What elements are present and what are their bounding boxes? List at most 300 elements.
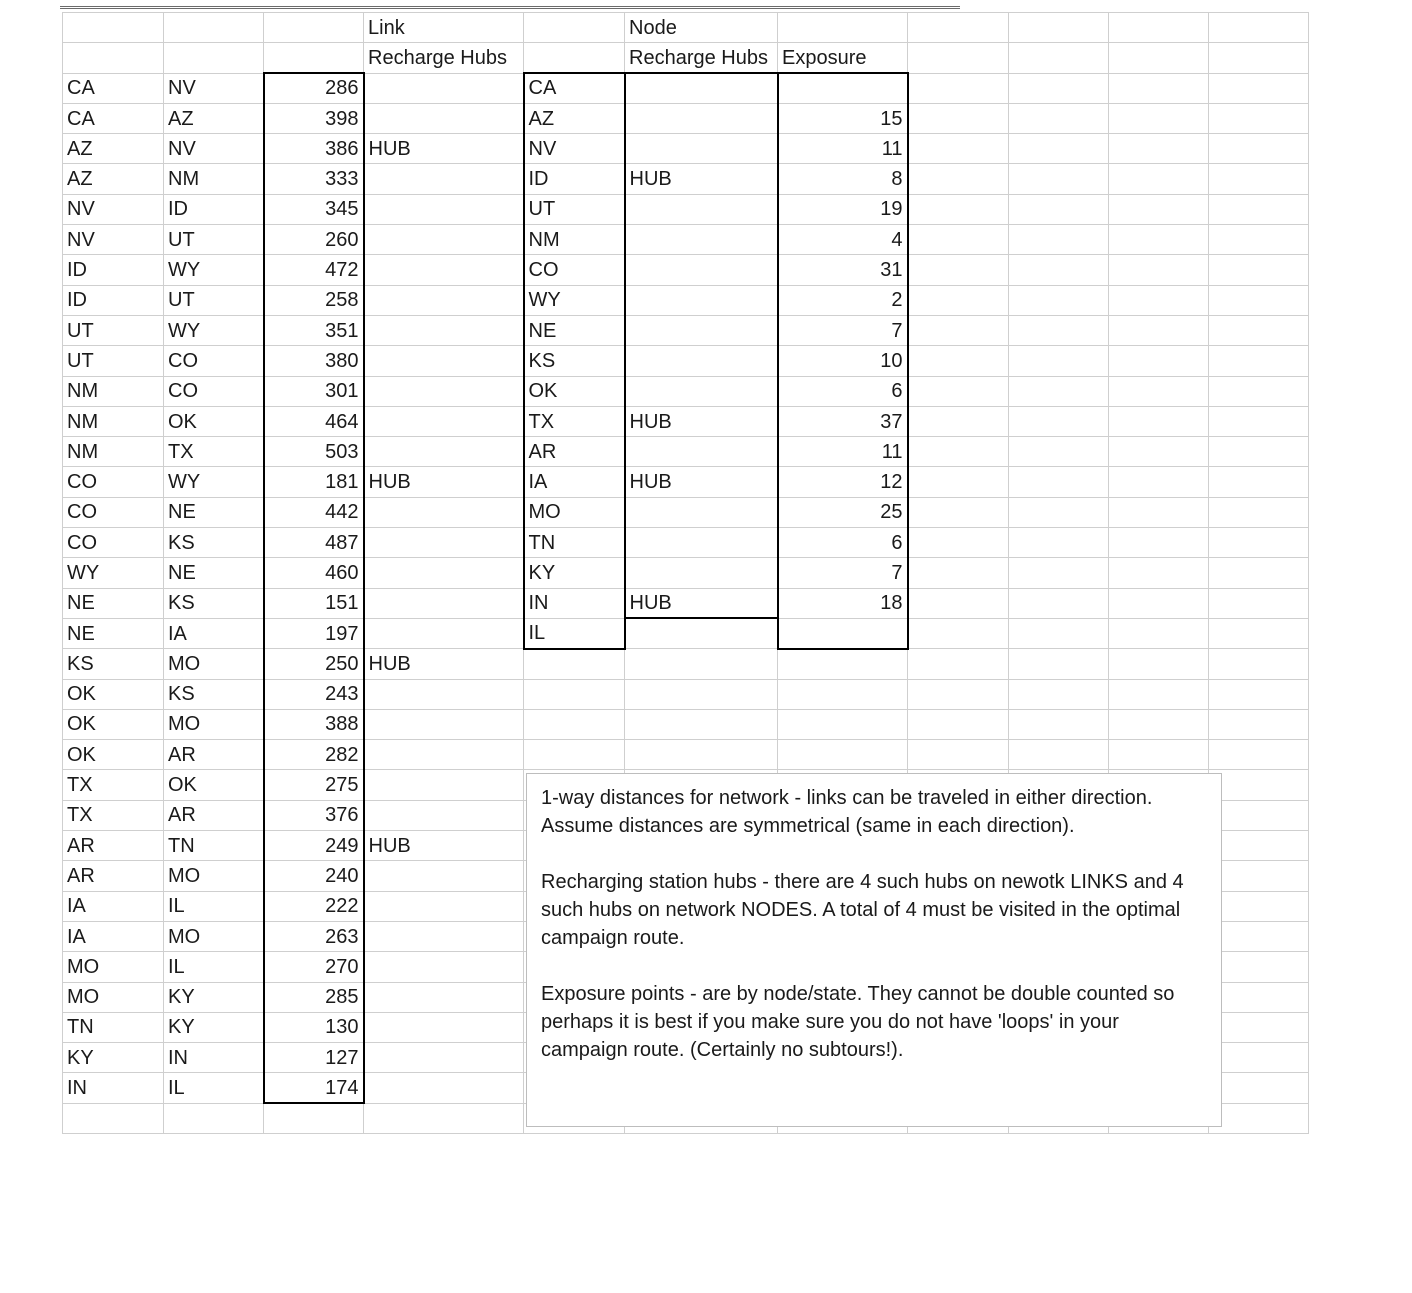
cell[interactable] xyxy=(1209,43,1309,73)
cell[interactable] xyxy=(908,588,1009,618)
cell[interactable] xyxy=(778,679,908,709)
cell[interactable] xyxy=(524,709,625,739)
link-distance-cell[interactable]: 442 xyxy=(264,497,364,527)
cell[interactable] xyxy=(1209,73,1309,103)
link-to-cell[interactable]: KY xyxy=(164,1012,264,1042)
exposure-header[interactable]: Exposure xyxy=(778,43,908,73)
node-hub-cell[interactable] xyxy=(625,194,778,224)
cell[interactable] xyxy=(1009,285,1109,315)
link-hub-cell[interactable] xyxy=(364,1043,524,1073)
cell[interactable] xyxy=(1109,13,1209,43)
node-exposure-cell[interactable] xyxy=(778,73,908,103)
cell[interactable] xyxy=(1209,315,1309,345)
cell[interactable] xyxy=(1209,679,1309,709)
link-hub-cell[interactable] xyxy=(364,73,524,103)
link-distance-cell[interactable]: 286 xyxy=(264,73,364,103)
link-from-cell[interactable]: ID xyxy=(63,285,164,315)
cell[interactable] xyxy=(908,346,1009,376)
node-state-cell[interactable]: AZ xyxy=(524,103,625,133)
link-to-cell[interactable]: OK xyxy=(164,406,264,436)
node-hub-cell[interactable] xyxy=(625,346,778,376)
cell[interactable] xyxy=(1009,255,1109,285)
node-hub-cell[interactable]: HUB xyxy=(625,467,778,497)
link-hub-cell[interactable] xyxy=(364,528,524,558)
cell[interactable] xyxy=(908,194,1009,224)
node-exposure-cell[interactable] xyxy=(778,618,908,648)
node-state-cell[interactable]: CO xyxy=(524,255,625,285)
cell[interactable] xyxy=(908,679,1009,709)
cell[interactable] xyxy=(908,528,1009,558)
node-hub-cell[interactable] xyxy=(625,103,778,133)
link-distance-cell[interactable]: 472 xyxy=(264,255,364,285)
cell[interactable] xyxy=(908,13,1009,43)
cell[interactable] xyxy=(1209,649,1309,679)
link-distance-cell[interactable]: 345 xyxy=(264,194,364,224)
node-exposure-cell[interactable]: 4 xyxy=(778,225,908,255)
cell[interactable] xyxy=(1109,194,1209,224)
link-to-cell[interactable]: UT xyxy=(164,285,264,315)
cell[interactable] xyxy=(625,709,778,739)
link-to-cell[interactable]: MO xyxy=(164,861,264,891)
cell[interactable] xyxy=(625,679,778,709)
node-exposure-cell[interactable]: 12 xyxy=(778,467,908,497)
link-distance-cell[interactable]: 376 xyxy=(264,800,364,830)
link-from-cell[interactable]: CO xyxy=(63,467,164,497)
node-state-cell[interactable]: KY xyxy=(524,558,625,588)
link-to-cell[interactable]: NM xyxy=(164,164,264,194)
node-state-cell[interactable]: WY xyxy=(524,285,625,315)
link-distance-cell[interactable]: 333 xyxy=(264,164,364,194)
link-distance-cell[interactable]: 181 xyxy=(264,467,364,497)
cell[interactable] xyxy=(1109,558,1209,588)
cell[interactable] xyxy=(1009,194,1109,224)
cell[interactable] xyxy=(1009,528,1109,558)
node-state-cell[interactable]: TN xyxy=(524,528,625,558)
link-from-cell[interactable]: CA xyxy=(63,73,164,103)
link-distance-cell[interactable]: 243 xyxy=(264,679,364,709)
node-hub-cell[interactable] xyxy=(625,437,778,467)
link-distance-cell[interactable]: 250 xyxy=(264,649,364,679)
node-recharge-hubs-header[interactable]: Recharge Hubs xyxy=(625,43,778,73)
node-state-cell[interactable]: AR xyxy=(524,437,625,467)
link-distance-cell[interactable]: 127 xyxy=(264,1043,364,1073)
cell[interactable] xyxy=(1009,164,1109,194)
instructions-text-box[interactable] xyxy=(526,773,1222,1127)
cell[interactable] xyxy=(1009,315,1109,345)
link-to-cell[interactable]: AZ xyxy=(164,103,264,133)
link-to-cell[interactable]: NV xyxy=(164,134,264,164)
link-to-cell[interactable]: UT xyxy=(164,225,264,255)
cell[interactable] xyxy=(1209,346,1309,376)
link-from-cell[interactable]: TX xyxy=(63,800,164,830)
link-distance-cell[interactable]: 398 xyxy=(264,103,364,133)
cell[interactable] xyxy=(908,225,1009,255)
link-hub-cell[interactable] xyxy=(364,437,524,467)
link-from-cell[interactable]: CO xyxy=(63,497,164,527)
node-state-cell[interactable]: ID xyxy=(524,164,625,194)
cell[interactable] xyxy=(1209,800,1309,830)
link-to-cell[interactable]: TN xyxy=(164,831,264,861)
link-hub-cell[interactable] xyxy=(364,315,524,345)
link-from-cell[interactable]: KY xyxy=(63,1043,164,1073)
cell[interactable] xyxy=(1209,952,1309,982)
link-to-cell[interactable]: AR xyxy=(164,800,264,830)
cell[interactable] xyxy=(1209,497,1309,527)
cell[interactable] xyxy=(1109,225,1209,255)
node-exposure-cell[interactable]: 11 xyxy=(778,134,908,164)
node-state-cell[interactable]: IA xyxy=(524,467,625,497)
link-distance-cell[interactable]: 282 xyxy=(264,740,364,770)
link-from-cell[interactable]: TX xyxy=(63,770,164,800)
cell[interactable] xyxy=(1109,618,1209,648)
cell[interactable] xyxy=(164,13,264,43)
cell[interactable] xyxy=(1109,437,1209,467)
cell[interactable] xyxy=(1209,831,1309,861)
cell[interactable] xyxy=(1009,467,1109,497)
link-hub-cell[interactable] xyxy=(364,558,524,588)
node-exposure-cell[interactable]: 8 xyxy=(778,164,908,194)
node-exposure-cell[interactable]: 6 xyxy=(778,528,908,558)
cell[interactable] xyxy=(1109,73,1209,103)
node-exposure-cell[interactable]: 19 xyxy=(778,194,908,224)
link-to-cell[interactable]: MO xyxy=(164,709,264,739)
link-from-cell[interactable]: MO xyxy=(63,982,164,1012)
link-hub-cell[interactable] xyxy=(364,709,524,739)
link-distance-cell[interactable]: 388 xyxy=(264,709,364,739)
link-hub-cell[interactable] xyxy=(364,376,524,406)
link-to-cell[interactable]: MO xyxy=(164,921,264,951)
cell[interactable] xyxy=(908,315,1009,345)
cell[interactable] xyxy=(908,649,1009,679)
node-exposure-cell[interactable]: 15 xyxy=(778,103,908,133)
cell[interactable] xyxy=(1209,376,1309,406)
node-state-cell[interactable]: NV xyxy=(524,134,625,164)
link-distance-cell[interactable]: 380 xyxy=(264,346,364,376)
cell[interactable] xyxy=(908,618,1009,648)
link-from-cell[interactable]: UT xyxy=(63,315,164,345)
cell[interactable] xyxy=(1009,679,1109,709)
node-exposure-cell[interactable]: 10 xyxy=(778,346,908,376)
cell[interactable] xyxy=(1109,43,1209,73)
link-hub-cell[interactable] xyxy=(364,891,524,921)
cell[interactable] xyxy=(778,709,908,739)
cell[interactable] xyxy=(778,649,908,679)
link-distance-cell[interactable]: 197 xyxy=(264,618,364,648)
cell[interactable] xyxy=(164,43,264,73)
cell[interactable] xyxy=(524,679,625,709)
link-from-cell[interactable]: IA xyxy=(63,921,164,951)
node-exposure-cell[interactable]: 18 xyxy=(778,588,908,618)
node-state-cell[interactable]: IL xyxy=(524,618,625,648)
cell[interactable] xyxy=(63,43,164,73)
link-to-cell[interactable]: TX xyxy=(164,437,264,467)
node-hub-cell[interactable] xyxy=(625,73,778,103)
cell[interactable] xyxy=(1209,618,1309,648)
link-distance-cell[interactable]: 503 xyxy=(264,437,364,467)
cell[interactable] xyxy=(1209,1103,1309,1133)
cell[interactable] xyxy=(63,13,164,43)
cell[interactable] xyxy=(1209,467,1309,497)
cell[interactable] xyxy=(1209,406,1309,436)
node-hub-cell[interactable] xyxy=(625,225,778,255)
link-to-cell[interactable]: WY xyxy=(164,255,264,285)
cell[interactable] xyxy=(1009,618,1109,648)
cell[interactable] xyxy=(908,103,1009,133)
cell[interactable] xyxy=(1209,709,1309,739)
link-to-cell[interactable]: CO xyxy=(164,376,264,406)
link-distance-cell[interactable]: 260 xyxy=(264,225,364,255)
node-exposure-cell[interactable]: 31 xyxy=(778,255,908,285)
cell[interactable] xyxy=(1109,740,1209,770)
node-state-cell[interactable]: UT xyxy=(524,194,625,224)
cell[interactable] xyxy=(1209,285,1309,315)
cell[interactable] xyxy=(1209,528,1309,558)
link-to-cell[interactable]: WY xyxy=(164,315,264,345)
link-to-cell[interactable]: NE xyxy=(164,558,264,588)
link-to-cell[interactable]: KY xyxy=(164,982,264,1012)
cell[interactable] xyxy=(908,467,1009,497)
cell[interactable] xyxy=(1109,346,1209,376)
link-to-cell[interactable]: IA xyxy=(164,618,264,648)
link-to-cell[interactable]: CO xyxy=(164,346,264,376)
link-to-cell[interactable]: KS xyxy=(164,588,264,618)
node-hub-cell[interactable] xyxy=(625,497,778,527)
link-from-cell[interactable]: KS xyxy=(63,649,164,679)
link-from-cell[interactable]: NE xyxy=(63,588,164,618)
node-hub-cell[interactable] xyxy=(625,618,778,648)
cell[interactable] xyxy=(1209,861,1309,891)
node-state-cell[interactable]: OK xyxy=(524,376,625,406)
cell[interactable] xyxy=(908,255,1009,285)
link-header-label[interactable]: Link xyxy=(364,13,524,43)
link-distance-cell[interactable]: 464 xyxy=(264,406,364,436)
cell[interactable] xyxy=(625,649,778,679)
cell[interactable] xyxy=(264,43,364,73)
node-state-cell[interactable]: KS xyxy=(524,346,625,376)
cell[interactable] xyxy=(1109,406,1209,436)
cell[interactable] xyxy=(1009,709,1109,739)
link-from-cell[interactable]: UT xyxy=(63,346,164,376)
link-hub-cell[interactable] xyxy=(364,1012,524,1042)
node-exposure-cell[interactable]: 2 xyxy=(778,285,908,315)
cell[interactable] xyxy=(1009,558,1109,588)
cell[interactable] xyxy=(1109,164,1209,194)
cell[interactable] xyxy=(1009,73,1109,103)
link-from-cell[interactable]: AZ xyxy=(63,134,164,164)
node-hub-cell[interactable] xyxy=(625,558,778,588)
cell[interactable] xyxy=(1009,437,1109,467)
link-hub-cell[interactable] xyxy=(364,1073,524,1103)
link-to-cell[interactable]: NV xyxy=(164,73,264,103)
link-to-cell[interactable]: IL xyxy=(164,952,264,982)
cell[interactable] xyxy=(908,43,1009,73)
link-hub-cell[interactable] xyxy=(364,225,524,255)
node-state-cell[interactable]: IN xyxy=(524,588,625,618)
link-from-cell[interactable]: TN xyxy=(63,1012,164,1042)
node-hub-cell[interactable] xyxy=(625,255,778,285)
cell[interactable] xyxy=(1109,649,1209,679)
link-hub-cell[interactable] xyxy=(364,618,524,648)
link-to-cell[interactable]: MO xyxy=(164,649,264,679)
cell[interactable] xyxy=(1109,528,1209,558)
link-recharge-hubs-header[interactable]: Recharge Hubs xyxy=(364,43,524,73)
cell[interactable] xyxy=(1209,1043,1309,1073)
node-header-label[interactable]: Node xyxy=(625,13,778,43)
cell[interactable] xyxy=(364,1103,524,1133)
cell[interactable] xyxy=(908,740,1009,770)
cell[interactable] xyxy=(63,1103,164,1133)
link-hub-cell[interactable] xyxy=(364,679,524,709)
node-hub-cell[interactable] xyxy=(625,376,778,406)
link-distance-cell[interactable]: 130 xyxy=(264,1012,364,1042)
link-hub-cell[interactable]: HUB xyxy=(364,467,524,497)
cell[interactable] xyxy=(1009,103,1109,133)
cell[interactable] xyxy=(1209,588,1309,618)
link-from-cell[interactable]: IA xyxy=(63,891,164,921)
cell[interactable] xyxy=(1009,588,1109,618)
cell[interactable] xyxy=(908,558,1009,588)
cell[interactable] xyxy=(1009,225,1109,255)
link-distance-cell[interactable]: 270 xyxy=(264,952,364,982)
link-from-cell[interactable]: ID xyxy=(63,255,164,285)
cell[interactable] xyxy=(908,164,1009,194)
cell[interactable] xyxy=(1109,255,1209,285)
link-hub-cell[interactable] xyxy=(364,346,524,376)
link-distance-cell[interactable]: 174 xyxy=(264,1073,364,1103)
link-hub-cell[interactable] xyxy=(364,285,524,315)
link-distance-cell[interactable]: 351 xyxy=(264,315,364,345)
link-distance-cell[interactable]: 151 xyxy=(264,588,364,618)
cell[interactable] xyxy=(908,437,1009,467)
link-hub-cell[interactable] xyxy=(364,982,524,1012)
cell[interactable] xyxy=(524,43,625,73)
node-state-cell[interactable]: NE xyxy=(524,315,625,345)
cell[interactable] xyxy=(1209,103,1309,133)
link-from-cell[interactable]: CO xyxy=(63,528,164,558)
link-to-cell[interactable]: KS xyxy=(164,679,264,709)
cell[interactable] xyxy=(1209,255,1309,285)
node-hub-cell[interactable] xyxy=(625,285,778,315)
link-hub-cell[interactable] xyxy=(364,255,524,285)
link-hub-cell[interactable]: HUB xyxy=(364,649,524,679)
cell[interactable] xyxy=(1209,225,1309,255)
link-hub-cell[interactable] xyxy=(364,770,524,800)
cell[interactable] xyxy=(1009,43,1109,73)
node-exposure-cell[interactable]: 6 xyxy=(778,376,908,406)
cell[interactable] xyxy=(1209,770,1309,800)
link-from-cell[interactable]: AZ xyxy=(63,164,164,194)
node-hub-cell[interactable]: HUB xyxy=(625,164,778,194)
cell[interactable] xyxy=(1009,376,1109,406)
cell[interactable] xyxy=(908,376,1009,406)
node-hub-cell[interactable] xyxy=(625,528,778,558)
cell[interactable] xyxy=(1009,406,1109,436)
link-hub-cell[interactable] xyxy=(364,497,524,527)
link-from-cell[interactable]: NM xyxy=(63,437,164,467)
cell[interactable] xyxy=(908,285,1009,315)
cell[interactable] xyxy=(1109,285,1209,315)
link-to-cell[interactable]: WY xyxy=(164,467,264,497)
link-from-cell[interactable]: NM xyxy=(63,406,164,436)
link-distance-cell[interactable]: 258 xyxy=(264,285,364,315)
link-distance-cell[interactable]: 249 xyxy=(264,831,364,861)
link-hub-cell[interactable]: HUB xyxy=(364,134,524,164)
cell[interactable] xyxy=(1209,134,1309,164)
cell[interactable] xyxy=(264,13,364,43)
cell[interactable] xyxy=(1209,921,1309,951)
cell[interactable] xyxy=(1009,649,1109,679)
cell[interactable] xyxy=(1109,315,1209,345)
node-hub-cell[interactable] xyxy=(625,315,778,345)
cell[interactable] xyxy=(1109,588,1209,618)
node-exposure-cell[interactable]: 11 xyxy=(778,437,908,467)
cell[interactable] xyxy=(778,740,908,770)
link-hub-cell[interactable] xyxy=(364,952,524,982)
cell[interactable] xyxy=(1209,891,1309,921)
link-from-cell[interactable]: OK xyxy=(63,740,164,770)
cell[interactable] xyxy=(1109,709,1209,739)
link-hub-cell[interactable] xyxy=(364,740,524,770)
cell[interactable] xyxy=(1209,982,1309,1012)
link-from-cell[interactable]: AR xyxy=(63,831,164,861)
cell[interactable] xyxy=(1009,497,1109,527)
link-distance-cell[interactable]: 222 xyxy=(264,891,364,921)
cell[interactable] xyxy=(1109,134,1209,164)
cell[interactable] xyxy=(1209,1073,1309,1103)
cell[interactable] xyxy=(1109,103,1209,133)
link-from-cell[interactable]: AR xyxy=(63,861,164,891)
link-from-cell[interactable]: OK xyxy=(63,679,164,709)
link-hub-cell[interactable] xyxy=(364,800,524,830)
cell[interactable] xyxy=(1209,558,1309,588)
node-exposure-cell[interactable]: 37 xyxy=(778,406,908,436)
node-hub-cell[interactable]: HUB xyxy=(625,406,778,436)
cell[interactable] xyxy=(625,740,778,770)
cell[interactable] xyxy=(1009,134,1109,164)
cell[interactable] xyxy=(1009,13,1109,43)
link-to-cell[interactable]: OK xyxy=(164,770,264,800)
link-from-cell[interactable]: NV xyxy=(63,194,164,224)
link-from-cell[interactable]: NE xyxy=(63,618,164,648)
cell[interactable] xyxy=(524,740,625,770)
cell[interactable] xyxy=(1109,497,1209,527)
link-to-cell[interactable]: IL xyxy=(164,1073,264,1103)
cell[interactable] xyxy=(908,709,1009,739)
cell[interactable] xyxy=(1009,346,1109,376)
node-state-cell[interactable]: MO xyxy=(524,497,625,527)
link-hub-cell[interactable] xyxy=(364,861,524,891)
link-hub-cell[interactable] xyxy=(364,588,524,618)
link-from-cell[interactable]: CA xyxy=(63,103,164,133)
node-state-cell[interactable]: TX xyxy=(524,406,625,436)
link-to-cell[interactable]: KS xyxy=(164,528,264,558)
cell[interactable] xyxy=(1109,679,1209,709)
link-distance-cell[interactable]: 285 xyxy=(264,982,364,1012)
link-to-cell[interactable]: AR xyxy=(164,740,264,770)
link-distance-cell[interactable]: 460 xyxy=(264,558,364,588)
link-distance-cell[interactable]: 240 xyxy=(264,861,364,891)
cell[interactable] xyxy=(1109,467,1209,497)
link-hub-cell[interactable] xyxy=(364,921,524,951)
link-from-cell[interactable]: NV xyxy=(63,225,164,255)
cell[interactable] xyxy=(264,1103,364,1133)
cell[interactable] xyxy=(1209,1012,1309,1042)
link-from-cell[interactable]: MO xyxy=(63,952,164,982)
node-exposure-cell[interactable]: 7 xyxy=(778,315,908,345)
node-hub-cell[interactable] xyxy=(625,134,778,164)
cell[interactable] xyxy=(1009,740,1109,770)
node-state-cell[interactable]: CA xyxy=(524,73,625,103)
